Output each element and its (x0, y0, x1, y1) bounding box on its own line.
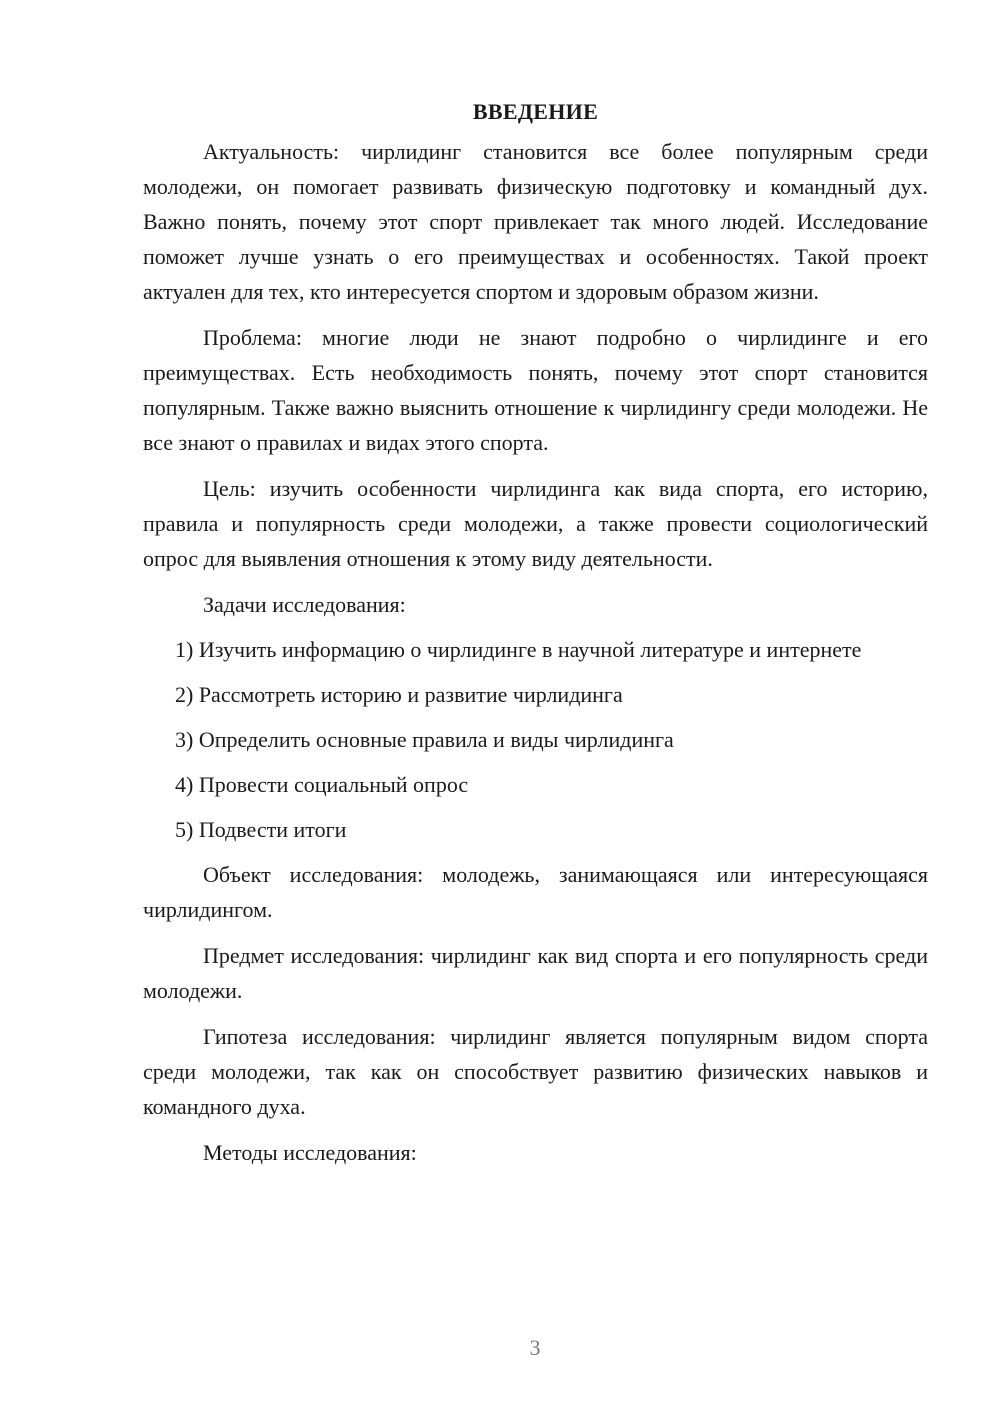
paragraph-object: Объект исследования: молодежь, занимающаяся или интересующаяся чирлидингом. (143, 862, 928, 922)
tasks-list (143, 632, 928, 847)
list-item: 1) Изучить информацию о чирлидинге в научной литературе и интернете (175, 637, 862, 662)
list-item: 5) Подвести итоги (175, 817, 347, 842)
paragraph-goal: Цель: изучить особенности чирлидинга как вида спорта, его историю, правила и популярность среди молодежи, а также провести социологический опрос для выявления отношения к этому виду деятельности. (143, 476, 928, 571)
page-content (143, 96, 928, 1180)
paragraph-hypothesis: Гипотеза исследования: чирлидинг является популярным видом спорта среди молодежи, так как он способствует развитию физических навыков и командного духа. (143, 1024, 928, 1119)
page-title: ВВЕДЕНИЕ (472, 99, 599, 124)
paragraph-relevance: Актуальность: чирлидинг становится все более популярным среди молодежи, он помогает развивать физическую подготовку и командный дух. Важно понять, почему этот спорт привлекает так много людей. Исследование поможет лучше узнать о его преимуществах и особенностях. Такой проект актуален для тех, кто интересуется спортом и здоровым образом жизни. (143, 139, 928, 304)
list-item: 3) Определить основные правила и виды чирлидинга (175, 727, 674, 752)
paragraph-subject: Предмет исследования: чирлидинг как вид спорта и его популярность среди молодежи. (143, 943, 928, 1003)
page-number: 3 (529, 1335, 541, 1360)
tasks-heading: Задачи исследования: (203, 592, 406, 617)
methods-heading: Методы исследования: (203, 1140, 417, 1165)
list-item: 4) Провести социальный опрос (175, 772, 469, 797)
paragraph-problem: Проблема: многие люди не знают подробно о чирлидинге и его преимуществах. Есть необходимость понять, почему этот спорт становится популярным. Также важно выяснить отношение к чирлидингу среди молодежи. Не все знают о правилах и видах этого спорта. (143, 325, 928, 455)
list-item: 2) Рассмотреть историю и развитие чирлидинга (175, 682, 623, 707)
